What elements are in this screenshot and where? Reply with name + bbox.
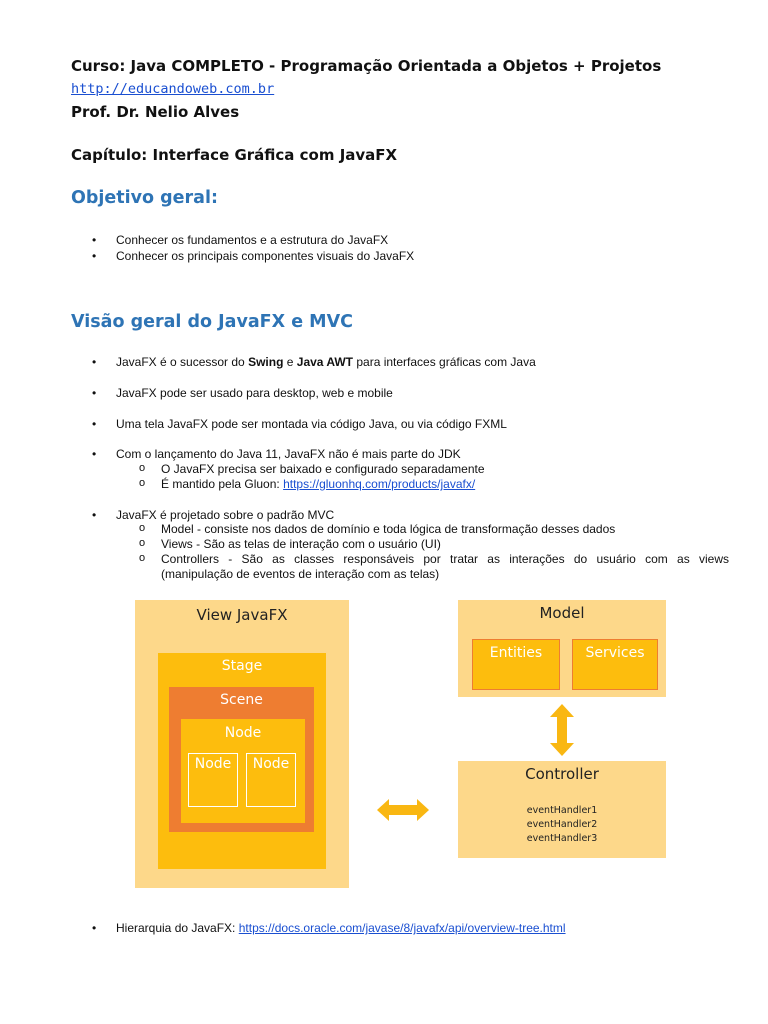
stage-box: [158, 653, 326, 869]
services-box: [572, 639, 658, 690]
swing-term: Swing: [248, 355, 284, 369]
list-item-swing-awt: [116, 355, 536, 369]
text: para interfaces gráficas com Java: [353, 355, 536, 369]
list-item: • Conhecer os principais componentes visuais do JavaFX: [116, 249, 414, 263]
text: Hierarquia do JavaFX:: [116, 921, 239, 935]
text: e: [283, 355, 297, 369]
chapter-title: Capítulo: Interface Gráfica com JavaFX: [71, 146, 398, 164]
section-objetivo-heading: Objetivo geral:: [71, 188, 218, 208]
model-label: Model: [539, 604, 585, 622]
services-label: Services: [585, 645, 645, 661]
sub-list-item: o Controllers - São as classes responsáveis por tratar as interações do usuário com as views: [161, 552, 729, 566]
sub-list-item-gluon: [161, 477, 475, 491]
text: JavaFX é o sucessor do: [116, 355, 249, 369]
event-handler-label: eventHandler3: [526, 833, 598, 844]
text: (manipulação de eventos de interação com as telas): [161, 567, 440, 581]
model-controller-arrow: [549, 704, 575, 756]
entities-label: Entities: [489, 645, 543, 661]
controller-label: Controller: [525, 765, 599, 783]
node-label: Node: [224, 725, 262, 741]
child-node-box: [246, 753, 296, 807]
scene-label: Scene: [220, 692, 263, 708]
view-controller-arrow: [377, 798, 429, 822]
event-handler-label: eventHandler1: [526, 805, 598, 816]
javafx-hierarchy-link[interactable]: https://docs.oracle.com/javase/8/javafx/api/overview-tree.html: [238, 921, 566, 935]
gluon-link[interactable]: https://gluonhq.com/products/javafx/: [283, 477, 476, 491]
entities-box: [472, 639, 560, 690]
list-item: • Uma tela JavaFX pode ser montada via código Java, ou via código FXML: [116, 417, 507, 431]
list-item: • JavaFX pode ser usado para desktop, web e mobile: [116, 386, 393, 400]
text: É mantido pela Gluon:: [161, 477, 284, 491]
child-node-label: Node: [194, 756, 232, 772]
model-box: [458, 600, 666, 697]
list-item-hierarchy: [116, 921, 566, 935]
view-javafx-label: View JavaFX: [196, 606, 288, 624]
course-title: Curso: Java COMPLETO - Programação Orientada a Objetos + Projetos: [71, 57, 662, 75]
child-node-box: [188, 753, 238, 807]
event-handler-label: eventHandler2: [526, 819, 598, 830]
sub-list-item: o O JavaFX precisa ser baixado e configurado separadamente: [161, 462, 485, 476]
sub-list-item: o Views - São as telas de interação com o usuário (UI): [161, 537, 441, 551]
controller-box: [458, 761, 666, 858]
view-javafx-box: [135, 600, 349, 888]
node-box: [181, 719, 305, 823]
professor-name: Prof. Dr. Nelio Alves: [71, 103, 240, 121]
sub-list-item-continuation: [161, 567, 439, 581]
list-item: • Conhecer os fundamentos e a estrutura do JavaFX: [116, 233, 388, 247]
list-item: • JavaFX é projetado sobre o padrão MVC: [116, 508, 334, 522]
section-visao-heading: Visão geral do JavaFX e MVC: [71, 312, 353, 332]
sub-list-item: o Model - consiste nos dados de domínio e toda lógica de transformação desses dados: [161, 522, 615, 536]
stage-label: Stage: [221, 658, 263, 674]
child-node-label: Node: [252, 756, 290, 772]
list-item: • Com o lançamento do Java 11, JavaFX não é mais parte do JDK: [116, 447, 461, 461]
awt-term: Java AWT: [296, 355, 354, 369]
scene-box: [169, 687, 314, 832]
website-link[interactable]: http://educandoweb.com.br: [71, 81, 275, 97]
